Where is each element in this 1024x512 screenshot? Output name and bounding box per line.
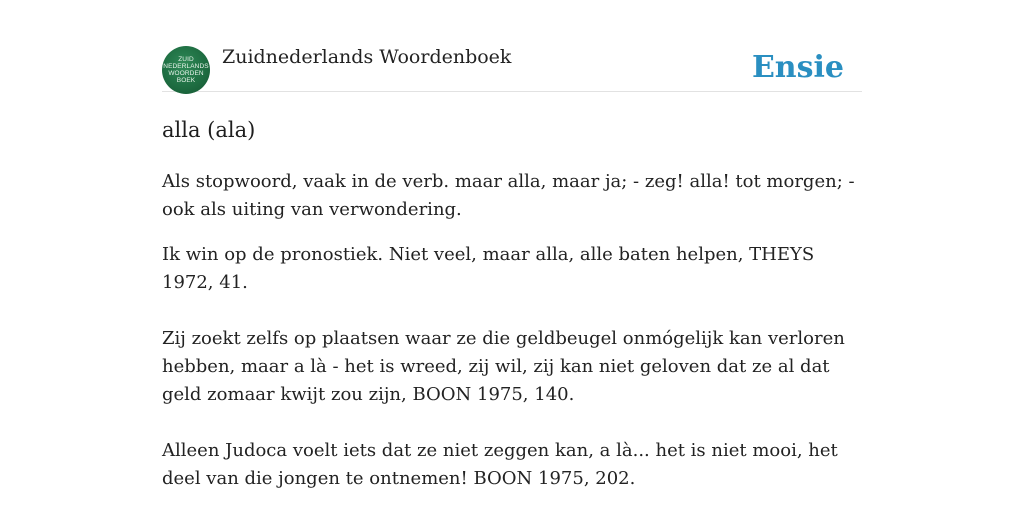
dictionary-logo[interactable] <box>162 46 210 94</box>
logo-line-3: WOORDEN <box>168 70 204 77</box>
logo-line-1: ZUID <box>178 56 194 63</box>
header <box>162 40 862 92</box>
entry-card <box>162 40 862 512</box>
ensie-brand-link[interactable]: Ensie <box>751 50 844 85</box>
example-quote: Zij zoekt zelfs op plaatsen waar ze die geldbeugel onmógelijk kan verloren hebben, maar a là - het is wreed, zij wil, zij kan niet geloven dat ze al dat geld zomaar kwijt zou zijn, BOON 1975, 140. <box>162 328 845 405</box>
example-quote: Alleen Judoca voelt iets dat ze niet zeggen kan, a là... het is niet mooi, het deel van die jongen te ontnemen! BOON 1975, 202. <box>162 440 838 489</box>
dictionary-name-link[interactable]: Zuidnederlands Woordenboek <box>222 46 512 68</box>
logo-line-4: BOEK <box>176 77 196 84</box>
logo-line-2: NEDERLANDS <box>163 63 209 70</box>
example-list <box>162 241 862 493</box>
entry-definition: Als stopwoord, vaak in de verb. maar alla, maar ja; - zeg! alla! tot morgen; - ook als uiting van verwondering. <box>162 171 855 220</box>
example-quote: Ik win op de pronostiek. Niet veel, maar alla, alle baten helpen, THEYS 1972, 41. <box>162 244 815 293</box>
entry-title: alla (ala) <box>162 118 256 142</box>
